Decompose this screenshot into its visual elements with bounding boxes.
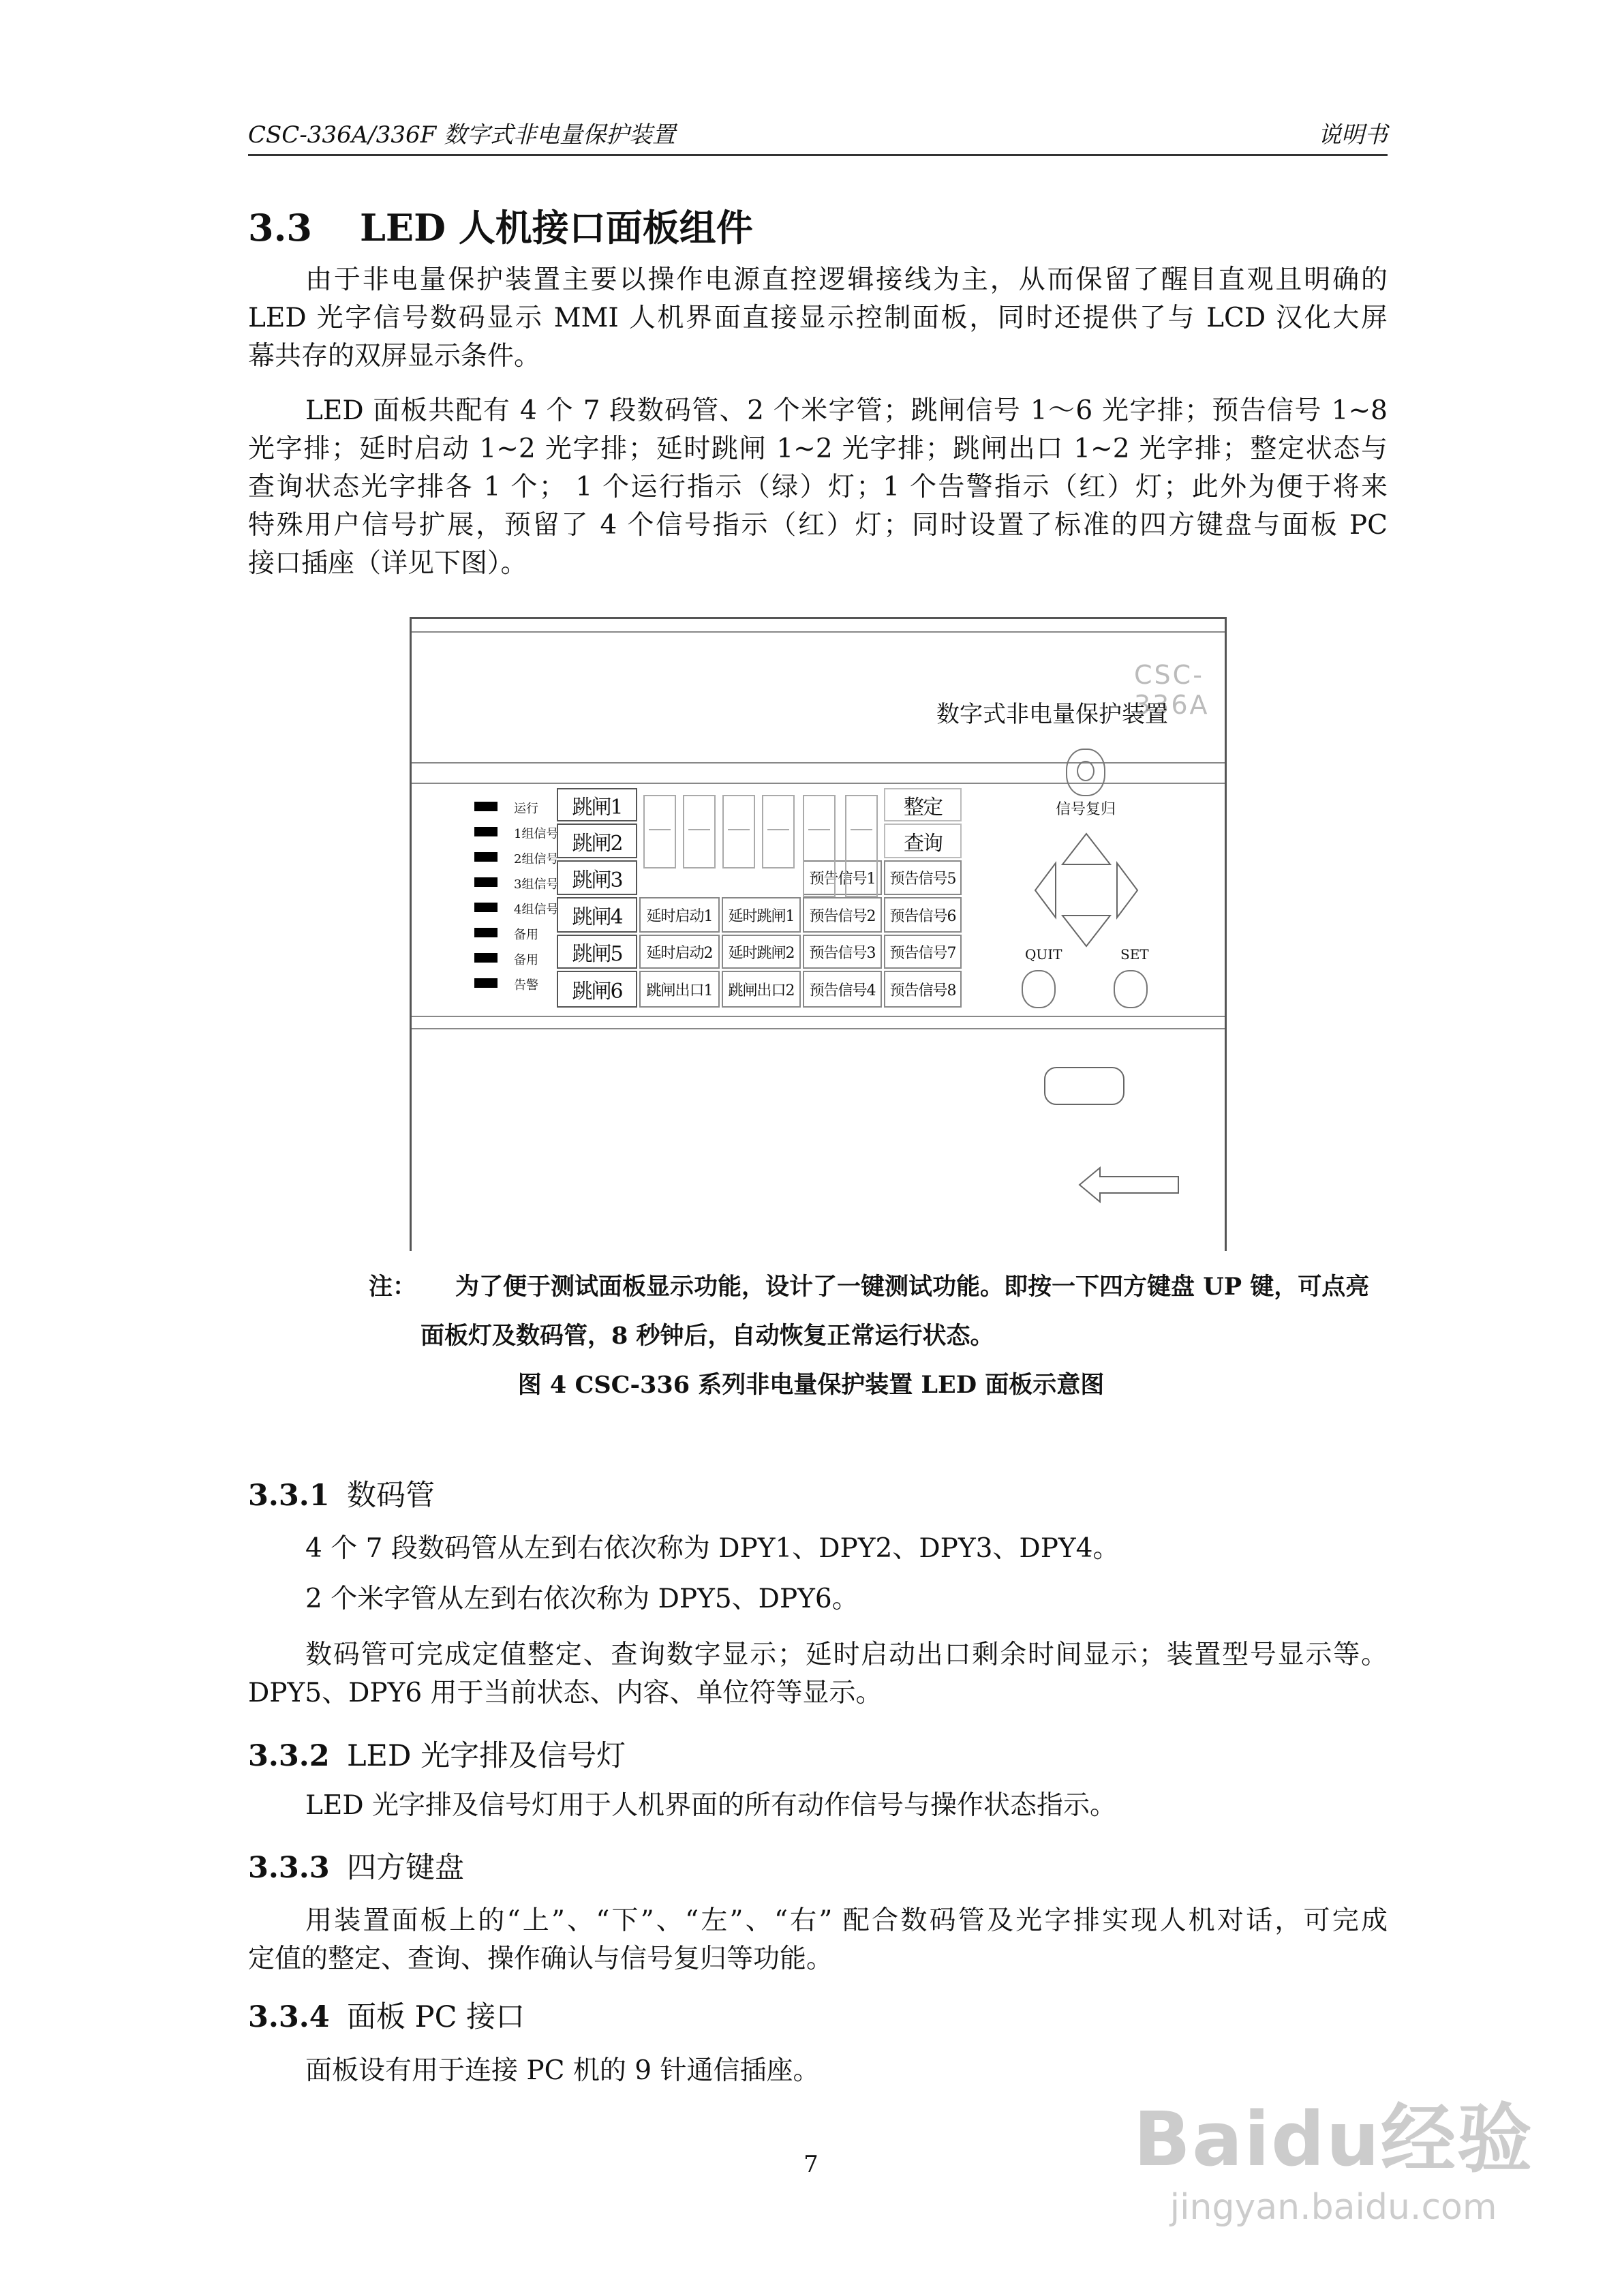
header-doc-type: 说明书 <box>1318 121 1388 149</box>
intro-paragraph-2 <box>248 392 1388 583</box>
note-label: 注： <box>369 1273 417 1301</box>
indicator-lamp-label: 3组信号 <box>514 877 559 892</box>
trip-signal-light: 跳闸6 <box>557 971 637 1008</box>
text-line: 查询状态光字排各 1 个； 1 个运行指示（绿）灯；1 个告警指示（红）灯；此外为便于将来 <box>248 472 1388 502</box>
trip-signal-light: 跳闸5 <box>557 935 637 969</box>
section-heading <box>248 199 753 252</box>
header-title: CSC-336A/336F 数字式非电量保护装置 <box>248 121 676 149</box>
indicator-lamp-label: 告警 <box>514 978 538 993</box>
indicator-lamp <box>474 802 498 811</box>
panel-model: CSC-336A <box>1134 660 1210 720</box>
indicator-lamp-label: 1组信号 <box>514 827 559 841</box>
subsection-heading-3-3-4: 3.3.4 面板 PC 接口 <box>248 2000 525 2034</box>
indicator-lamp <box>474 978 498 988</box>
note-line-2: 面板灯及数码管，8 秒钟后，自动恢复正常运行状态。 <box>420 1322 994 1350</box>
set-button[interactable] <box>1114 970 1148 1008</box>
warning-signal-light: 预告信号6 <box>884 897 962 933</box>
indicator-lamp-label: 备用 <box>514 928 538 942</box>
quit-label: QUIT <box>1025 946 1062 963</box>
sixteen-segment-digit <box>845 795 878 897</box>
setting-status-light: 整定 <box>884 788 962 821</box>
text-line: LED 光字信号数码显示 MMI 人机界面直接显示控制面板，同时还提供了与 LCD 汉化大屏 <box>248 303 1388 333</box>
text-line: 用装置面板上的“上”、“下”、“左”、“右” 配合数码管及光字排实现人机对话，可完成 <box>305 1905 1388 1936</box>
text-line: 面板设有用于连接 PC 机的 9 针通信插座。 <box>305 2055 820 2086</box>
warning-signal-light: 预告信号4 <box>803 971 882 1008</box>
subsection-heading-3-3-1: 3.3.1 数码管 <box>248 1479 435 1513</box>
query-status-light: 查询 <box>884 824 962 858</box>
note-line-1: 为了便于测试面板显示功能，设计了一键测试功能。即按一下四方键盘 UP 键，可点亮 <box>455 1273 1370 1301</box>
warning-signal-light: 预告信号1 <box>803 860 882 895</box>
indicator-lamp <box>474 928 498 937</box>
indicator-lamp-label: 4组信号 <box>514 903 559 917</box>
set-label: SET <box>1120 946 1149 963</box>
warning-signal-light: 预告信号3 <box>803 935 882 969</box>
seven-segment-digit <box>683 795 716 868</box>
delay-start-light: 延时启动2 <box>639 935 720 969</box>
subsection-body-3-3-3 <box>248 1902 1388 1978</box>
indicator-lamp <box>474 953 498 963</box>
trip-signal-light: 跳闸4 <box>557 897 637 933</box>
left-arrow-key[interactable] <box>1035 863 1056 918</box>
indicator-lamp-label: 运行 <box>514 802 538 816</box>
arrow-left-icon <box>1076 1164 1185 1205</box>
delay-trip-light: 延时跳闸1 <box>722 897 801 933</box>
warning-signal-light: 预告信号5 <box>884 860 962 895</box>
pc-port-connector[interactable] <box>1044 1067 1124 1105</box>
warning-signal-light: 预告信号8 <box>884 971 962 1008</box>
subsection-heading-3-3-2: 3.3.2 LED 光字排及信号灯 <box>248 1739 626 1773</box>
text-line: DPY5、DPY6 用于当前状态、内容、单位符等显示。 <box>248 1678 883 1708</box>
warning-signal-light: 预告信号7 <box>884 935 962 969</box>
indicator-lamp <box>474 877 498 887</box>
seven-segment-digit <box>762 795 795 868</box>
text-line: 幕共存的双屏显示条件。 <box>248 341 541 372</box>
signal-reset-button[interactable] <box>1066 749 1105 796</box>
subsection-body-3-3-1 <box>248 1530 1388 1712</box>
trip-signal-light: 跳闸1 <box>557 788 637 821</box>
trip-output-light: 跳闸出口2 <box>722 971 801 1008</box>
text-line: 4 个 7 段数码管从左到右依次称为 DPY1、DPY2、DPY3、DPY4。 <box>305 1533 1120 1564</box>
text-line: 接口插座（详见下图）。 <box>248 548 527 579</box>
delay-trip-light: 延时跳闸2 <box>722 935 801 969</box>
text-line: 定值的整定、查询、操作确认与信号复归等功能。 <box>248 1944 833 1974</box>
led-panel-figure <box>410 617 1227 1251</box>
subsection-body-3-3-2 <box>248 1787 1388 1825</box>
text-line: 光字排；延时启动 1~2 光字排；延时跳闸 1~2 光字排；跳闸出口 1~2 光字排；整定状态与 <box>248 434 1388 464</box>
sixteen-segment-digit <box>803 795 836 897</box>
trip-signal-light: 跳闸3 <box>557 860 637 895</box>
trip-signal-light: 跳闸2 <box>557 824 637 858</box>
warning-signal-light: 预告信号2 <box>803 897 882 933</box>
text-line: 数码管可完成定值整定、查询数字显示；延时启动出口剩余时间显示；装置型号显示等。 <box>305 1640 1388 1670</box>
section-number: 3.3 <box>248 206 312 250</box>
header-rule <box>248 154 1388 156</box>
indicator-lamp <box>474 827 498 836</box>
delay-start-light: 延时启动1 <box>639 897 720 933</box>
page-number: 7 <box>804 2151 818 2178</box>
quit-button[interactable] <box>1022 970 1056 1008</box>
signal-reset-label: 信号复归 <box>1056 801 1116 818</box>
indicator-lamp <box>474 852 498 862</box>
panel-name: 数字式非电量保护装置 <box>936 701 1168 728</box>
baidu-watermark: Baidu经验 jingyan.baidu.com <box>1133 2096 1533 2228</box>
indicator-lamp-label: 2组信号 <box>514 852 559 866</box>
trip-output-light: 跳闸出口1 <box>639 971 720 1008</box>
figure-caption: 图 4 CSC-336 系列非电量保护装置 LED 面板示意图 <box>517 1371 1105 1399</box>
down-arrow-key[interactable] <box>1062 916 1110 946</box>
seven-segment-digit <box>722 795 755 868</box>
section-title: LED 人机接口面板组件 <box>359 206 753 250</box>
text-line: LED 光字排及信号灯用于人机界面的所有动作信号与操作状态指示。 <box>305 1790 1117 1821</box>
up-arrow-key[interactable] <box>1062 834 1110 864</box>
subsection-heading-3-3-3: 3.3.3 四方键盘 <box>248 1851 464 1885</box>
indicator-lamp-label: 备用 <box>514 953 538 967</box>
text-line: 由于非电量保护装置主要以操作电源直控逻辑接线为主，从而保留了醒目直观且明确的 <box>305 265 1388 295</box>
seven-segment-digit <box>643 795 676 868</box>
indicator-lamp <box>474 903 498 912</box>
text-line: LED 面板共配有 4 个 7 段数码管、2 个米字管；跳闸信号 1～6 光字排；预告信号 1~8 <box>305 395 1388 426</box>
text-line: 特殊用户信号扩展，预留了 4 个信号指示（红）灯；同时设置了标准的四方键盘与面板 PC <box>248 510 1388 541</box>
text-line: 2 个米字管从左到右依次称为 DPY5、DPY6。 <box>305 1584 859 1614</box>
intro-paragraph-1 <box>248 261 1388 376</box>
right-arrow-key[interactable] <box>1117 863 1137 918</box>
